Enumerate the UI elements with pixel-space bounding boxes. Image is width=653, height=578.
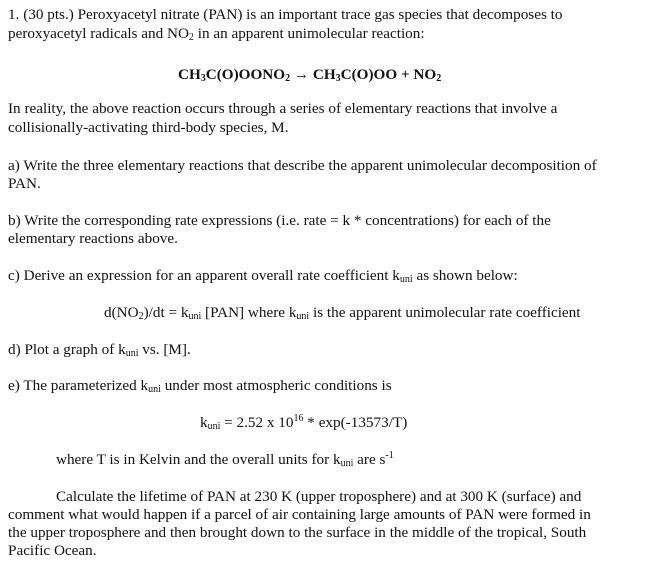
superscript: -1 — [385, 450, 394, 461]
units-line — [56, 451, 394, 469]
reaction-arrow-icon: → — [290, 66, 313, 83]
part-e-text: under most atmospheric conditions is — [160, 377, 392, 394]
part-a-text: a) Write the three elementary reactions that describe the apparent unimolecular decomposition of — [8, 157, 597, 174]
subscript: 2 — [188, 32, 194, 43]
subscript: uni — [188, 311, 202, 322]
part-a-line-2 — [8, 175, 41, 193]
units-text: are s — [353, 451, 386, 468]
equation-text: [PAN] where k — [201, 304, 297, 321]
subscript: 3 — [200, 73, 206, 84]
calc-line-3 — [8, 524, 586, 542]
calc-line-1 — [56, 488, 581, 506]
subscript: uni — [399, 274, 413, 285]
subscript: uni — [148, 384, 161, 395]
calc-line-2 — [8, 506, 591, 524]
kuni-formula — [200, 414, 407, 432]
part-b-line-1 — [8, 212, 551, 230]
reactant-text: CH — [178, 66, 201, 83]
part-c-text: c) Derive an expression for an apparent overall rate coefficient k — [8, 267, 400, 284]
reactant-text: C(O)OONO — [205, 66, 286, 83]
part-d-text: vs. [M]. — [138, 341, 191, 358]
part-e-line-1 — [8, 377, 392, 395]
intro-text: peroxyacetyl radicals and NO — [8, 25, 189, 42]
part-b-text: b) Write the corresponding rate expressions (i.e. rate = k * concentrations) for each of the — [8, 212, 551, 229]
part-c-line-1 — [8, 267, 518, 285]
formula-text: * exp(-13573/T) — [303, 414, 408, 431]
reaction-equation — [178, 66, 441, 84]
equation-text: )/dt = k — [143, 304, 189, 321]
subscript: 2 — [436, 73, 442, 84]
intro-text: in an apparent unimolecular reaction: — [193, 25, 425, 42]
part-e-text: e) The parameterized k — [8, 377, 149, 394]
calc-line-4 — [8, 542, 97, 560]
subscript: 2 — [285, 73, 291, 84]
formula-text: k — [200, 414, 208, 431]
calc-text: Pacific Ocean. — [8, 542, 97, 559]
reality-text: collisionally-activating third-body species, M. — [8, 119, 289, 136]
part-a-text: PAN. — [8, 175, 41, 192]
part-b-text: elementary reactions above. — [8, 230, 178, 247]
calc-text: Calculate the lifetime of PAN at 230 K (upper troposphere) and at 300 K (surface) and — [56, 488, 582, 505]
subscript: uni — [207, 421, 221, 432]
subscript: 2 — [138, 311, 144, 322]
problem-intro-text: 1. (30 pts.) Peroxyacetyl nitrate (PAN) is an important trace gas species that decomposes to — [8, 6, 563, 23]
product-text: CH — [312, 66, 336, 83]
subscript: uni — [296, 311, 310, 322]
part-c-text: as shown below: — [412, 267, 518, 284]
part-d-line — [8, 341, 191, 359]
equation-text: is the apparent unimolecular rate coefficient — [309, 304, 581, 321]
reality-line-1 — [8, 100, 557, 118]
problem-intro-line-1 — [8, 6, 562, 24]
reality-line-2 — [8, 119, 289, 137]
part-c-equation — [104, 304, 581, 322]
subscript: uni — [340, 458, 354, 469]
subscript: 3 — [335, 73, 341, 84]
problem-intro-line-2 — [8, 25, 425, 43]
calc-text: the upper troposphere and then brought down to the surface in the middle of the tropical, South — [8, 524, 587, 541]
part-d-text: d) Plot a graph of k — [8, 341, 126, 358]
formula-text: = 2.52 x 10 — [220, 414, 294, 431]
product-text: C(O)OO + NO — [340, 66, 437, 83]
equation-text: d(NO — [104, 304, 139, 321]
part-b-line-2 — [8, 230, 178, 248]
calc-text: comment what would happen if a parcel of air containing large amounts of PAN were formed in — [8, 506, 591, 523]
units-text: where T is in Kelvin and the overall units for k — [56, 451, 341, 468]
reality-text: In reality, the above reaction occurs through a series of elementary reactions that involve a — [8, 100, 558, 117]
part-a-line-1 — [8, 157, 597, 175]
subscript: uni — [125, 348, 139, 359]
superscript: 16 — [293, 413, 304, 424]
